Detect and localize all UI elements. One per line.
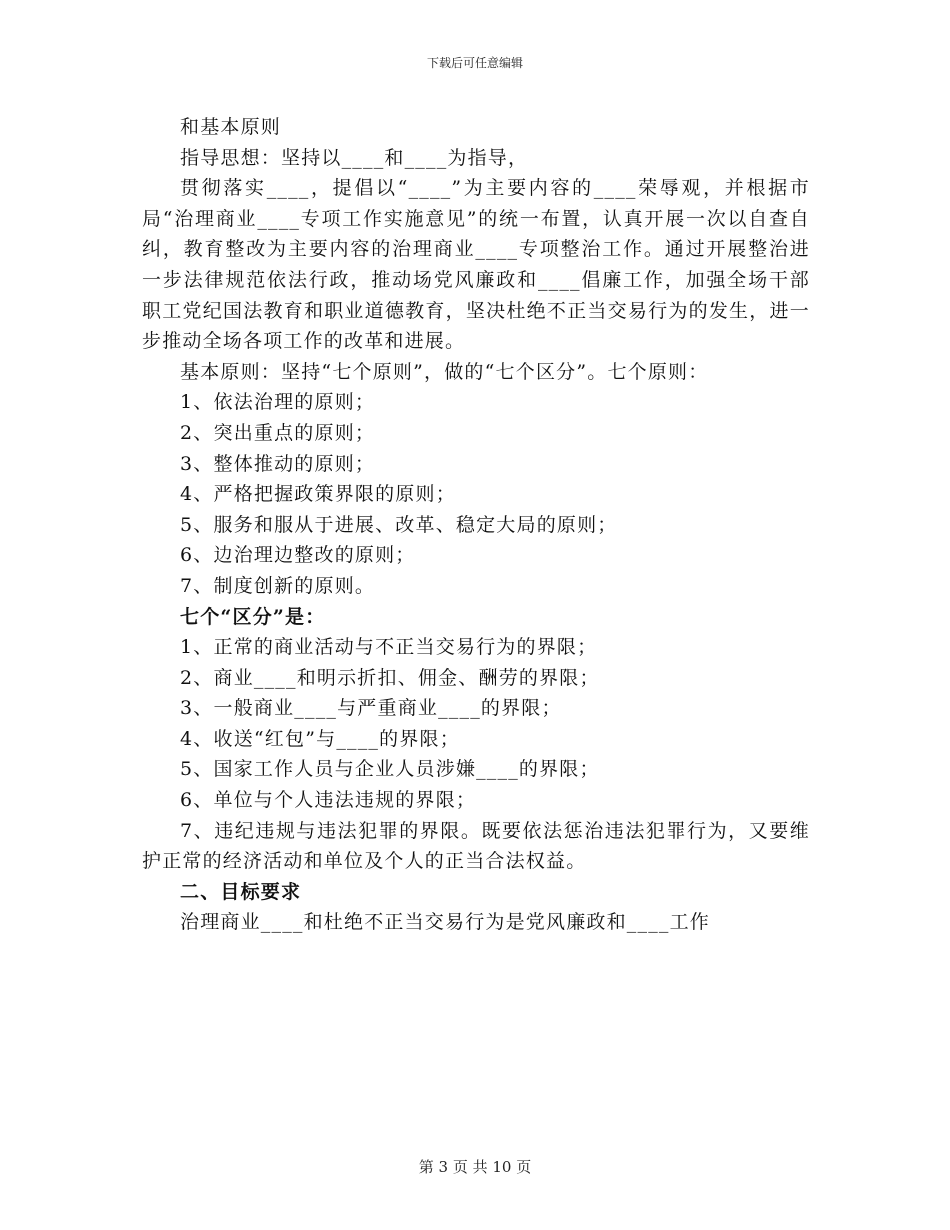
list-item-principle-5: 5、服务和服从于进展、改革、稳定大局的原则； — [180, 513, 618, 536]
list-item-distinction-5: 5、国家工作人员与企业人员涉嫌____的界限； — [180, 758, 600, 781]
paragraph-basic-principles: 基本原则：坚持“七个原则”，做的“七个区分”。七个原则： — [180, 360, 709, 383]
list-item-distinction-6: 6、单位与个人违法违规的界限； — [180, 789, 477, 812]
list-item-distinction-2: 2、商业____和明示折扣、佣金、酬劳的界限； — [180, 666, 600, 689]
section-heading-seven-distinctions: 七个“区分”是： — [180, 605, 326, 628]
list-item-distinction-4: 4、收送“红包”与____的界限； — [180, 727, 460, 750]
list-item-principle-6: 6、边治理边整改的原则； — [180, 544, 416, 567]
list-item-principle-2: 2、突出重点的原则； — [180, 421, 376, 444]
page-header-note: 下载后可任意编辑 — [426, 56, 523, 70]
list-item-distinction-3: 3、一般商业____与严重商业____的界限； — [180, 697, 562, 720]
list-item-principle-4: 4、严格把握政策界限的原则； — [180, 483, 456, 506]
list-item-principle-7: 7、制度创新的原则。 — [180, 574, 376, 597]
paragraph-implementation: 贯彻落实____，提倡以“____”为主要内容的____荣辱观，并根据市局“治理商业____专项工作实施意见”的统一布置，认真开展一次以自查自纠，教育整改为主要内容的治理商业____专项整治工作。通过开展整治进一步法律规范依法行政，推动场党风廉政和____倡廉工作，加强全场干部职工党纪国法教育和职业道德教育，坚决杜绝不正当交易行为的发生，进一步推动全场各项工作的改革和进展。 — [142, 177, 810, 353]
paragraph-guiding-ideology: 指导思想：坚持以____和____为指导， — [180, 146, 529, 169]
list-item-principle-3: 3、整体推动的原则； — [180, 452, 376, 475]
document-body — [142, 112, 810, 938]
page-number: 第 3 页 共 10 页 — [418, 1158, 532, 1176]
list-item-distinction-1: 1、正常的商业活动与不正当交易行为的界限； — [180, 636, 598, 659]
section-heading-objectives: 二、目标要求 — [180, 880, 302, 903]
paragraph-objectives: 治理商业____和杜绝不正当交易行为是党风廉政和____工作 — [180, 911, 711, 934]
paragraph-principles-continuation: 和基本原则 — [180, 116, 282, 138]
list-item-principle-1: 1、依法治理的原则； — [180, 391, 376, 414]
list-item-distinction-7: 7、违纪违规与违法犯罪的界限。既要依法惩治违法犯罪行为，又要维护正常的经济活动和单位及个人的正当合法权益。 — [142, 819, 810, 873]
